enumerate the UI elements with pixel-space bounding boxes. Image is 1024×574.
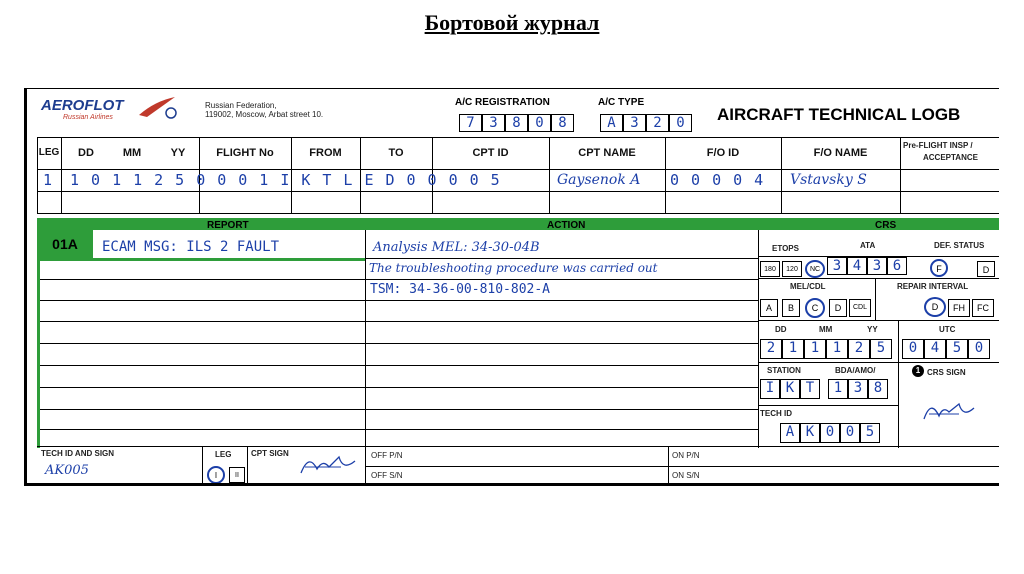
cpt-3: 0 bbox=[469, 171, 491, 189]
type-char: 2 bbox=[646, 114, 669, 132]
entry-number: 01A bbox=[40, 230, 90, 258]
action-label: ACTION bbox=[547, 220, 586, 231]
address-line-1: Russian Federation, bbox=[205, 101, 277, 110]
tech-id-char: K bbox=[800, 423, 820, 443]
crs-sign-label: CRS SIGN bbox=[927, 368, 966, 377]
logo-sub: Russian Airlines bbox=[63, 114, 113, 121]
off-pn-label: OFF P/N bbox=[371, 451, 403, 460]
crs-utc-label: UTC bbox=[939, 325, 956, 334]
address bbox=[205, 101, 323, 119]
repair-label: REPAIR INTERVAL bbox=[897, 282, 969, 291]
ata-digit: 4 bbox=[847, 257, 867, 275]
repair-d-selected: D bbox=[924, 297, 946, 317]
crs-yy-label: YY bbox=[867, 325, 878, 334]
fo-3: 0 bbox=[733, 171, 755, 189]
crs-signature-icon bbox=[919, 394, 979, 424]
tech-sign-label: TECH ID AND SIGN bbox=[41, 449, 115, 458]
cpt-1: 0 bbox=[427, 171, 449, 189]
crs-date-digit: 1 bbox=[782, 339, 804, 359]
action-line-3: TSM: 34-36-00-810-802-A bbox=[370, 282, 551, 297]
logo-brand: AEROFLOT bbox=[41, 97, 124, 114]
mel-b: B bbox=[782, 299, 800, 317]
mel-d: D bbox=[829, 299, 847, 317]
fo-name-value: Vstavsky S bbox=[790, 172, 867, 188]
to-0: L bbox=[343, 171, 365, 189]
type-char: 3 bbox=[623, 114, 646, 132]
report-text: ECAM MSG: ILS 2 FAULT bbox=[102, 239, 280, 255]
col-dd: DD bbox=[78, 147, 94, 159]
fn-1: 0 bbox=[217, 171, 239, 189]
bda-digit: 8 bbox=[868, 379, 888, 399]
on-sn-label: ON S/N bbox=[672, 471, 700, 480]
col-yy: YY bbox=[170, 147, 186, 159]
col-from: FROM bbox=[309, 147, 342, 159]
mm-0: 1 bbox=[112, 171, 134, 189]
tech-sign-value: AK005 bbox=[45, 463, 89, 478]
ata-digit: 6 bbox=[887, 257, 907, 275]
col-fo-name: F/O NAME bbox=[813, 147, 868, 159]
def-status-label: DEF. STATUS bbox=[934, 241, 985, 250]
crs-dd-label: DD bbox=[775, 325, 787, 334]
flight-values bbox=[70, 171, 512, 189]
crs-date-digit: 2 bbox=[848, 339, 870, 359]
report-label: REPORT bbox=[207, 220, 249, 231]
crs-date-digit: 2 bbox=[760, 339, 782, 359]
form-title: AIRCRAFT TECHNICAL LOGB bbox=[717, 105, 961, 124]
from-2: T bbox=[322, 171, 344, 189]
reg-digit: 7 bbox=[459, 114, 482, 132]
tech-id-char: 0 bbox=[820, 423, 840, 443]
crs-mm-label: MM bbox=[819, 325, 833, 334]
tech-id-char: 5 bbox=[860, 423, 880, 443]
fn-3: 1 bbox=[259, 171, 281, 189]
col-mm: MM bbox=[122, 147, 142, 159]
fo-id-value bbox=[670, 171, 775, 189]
cpt-signature-icon bbox=[297, 449, 359, 479]
footer-leg-ii: II bbox=[229, 467, 245, 483]
reg-digit: 3 bbox=[482, 114, 505, 132]
tech-id-char: 0 bbox=[840, 423, 860, 443]
cpt-sign-label: CPT SIGN bbox=[251, 449, 289, 458]
from-1: K bbox=[301, 171, 323, 189]
type-char: A bbox=[600, 114, 623, 132]
crs-label: CRS bbox=[875, 220, 897, 231]
cpt-name-value: Gaysenok A bbox=[557, 172, 641, 188]
action-line-2: The troubleshooting procedure was carried out bbox=[369, 261, 658, 275]
repair-fh: FH bbox=[948, 299, 970, 317]
col-fo-id: F/O ID bbox=[706, 147, 740, 159]
fn-0: 0 bbox=[196, 171, 218, 189]
crs-sign-marker: 1 bbox=[912, 365, 924, 377]
tech-log-form bbox=[24, 88, 999, 486]
mel-a: A bbox=[760, 299, 778, 317]
address-line-2: 119002, Moscow, Arbat street 10. bbox=[205, 110, 324, 119]
reg-digit: 0 bbox=[528, 114, 551, 132]
yy-1: 5 bbox=[175, 171, 197, 189]
repair-fc: FC bbox=[972, 299, 994, 317]
leg-value: 1 bbox=[43, 171, 53, 189]
cpt-2: 0 bbox=[448, 171, 470, 189]
bda-label: BDA/AMO/ bbox=[835, 366, 876, 375]
on-pn-label: ON P/N bbox=[672, 451, 700, 460]
col-cpt-name: CPT NAME bbox=[578, 147, 636, 159]
crs-utc-digit: 0 bbox=[968, 339, 990, 359]
col-to: TO bbox=[388, 147, 404, 159]
bda-digit: 1 bbox=[828, 379, 848, 399]
station-char: I bbox=[760, 379, 780, 399]
ac-type-label: A/C TYPE bbox=[598, 97, 645, 108]
action-line-1: Analysis MEL: 34-30-04B bbox=[373, 240, 540, 255]
crs-date-digit: 1 bbox=[826, 339, 848, 359]
station-char: K bbox=[780, 379, 800, 399]
reg-digit: 8 bbox=[505, 114, 528, 132]
footer-leg-i-selected: I bbox=[207, 466, 225, 484]
etops-label: ETOPS bbox=[772, 244, 799, 253]
cpt-0: 0 bbox=[406, 171, 428, 189]
col-acceptance: ACCEPTANCE bbox=[923, 153, 978, 162]
yy-0: 2 bbox=[154, 171, 176, 189]
bda-digit: 3 bbox=[848, 379, 868, 399]
tech-id-char: A bbox=[780, 423, 800, 443]
fn-2: 0 bbox=[238, 171, 260, 189]
dd-1: 0 bbox=[91, 171, 113, 189]
mm-1: 1 bbox=[133, 171, 155, 189]
footer-leg-label: LEG bbox=[215, 450, 232, 459]
col-cpt-id: CPT ID bbox=[472, 147, 509, 159]
fo-2: 0 bbox=[712, 171, 734, 189]
dd-0: 1 bbox=[70, 171, 92, 189]
crs-utc-digit: 0 bbox=[902, 339, 924, 359]
col-preflight: Pre-FLIGHT INSP / bbox=[903, 141, 973, 150]
ata-label: ATA bbox=[860, 241, 876, 250]
station-label: STATION bbox=[767, 366, 801, 375]
fo-4: 4 bbox=[754, 171, 776, 189]
etops-nc-selected: NC bbox=[805, 260, 825, 278]
from-0: I bbox=[280, 171, 302, 189]
col-leg: LEG bbox=[38, 147, 60, 158]
aeroflot-logo bbox=[41, 97, 124, 121]
mel-c-selected: C bbox=[805, 298, 825, 318]
def-status-f-selected: F bbox=[930, 259, 948, 277]
fo-1: 0 bbox=[691, 171, 713, 189]
wing-icon bbox=[137, 95, 177, 121]
ata-digit: 3 bbox=[867, 257, 887, 275]
registration-label: A/C REGISTRATION bbox=[455, 97, 550, 108]
mel-cdl: CDL bbox=[849, 299, 871, 317]
station-char: T bbox=[800, 379, 820, 399]
crs-date-digit: 1 bbox=[804, 339, 826, 359]
crs-date-digit: 5 bbox=[870, 339, 892, 359]
etops-120: 120 bbox=[782, 261, 802, 277]
type-char: 0 bbox=[669, 114, 692, 132]
ata-digit: 3 bbox=[827, 257, 847, 275]
page-title: Бортовой журнал bbox=[424, 10, 600, 35]
off-sn-label: OFF S/N bbox=[371, 471, 403, 480]
to-1: E bbox=[364, 171, 386, 189]
reg-digit: 8 bbox=[551, 114, 574, 132]
cpt-4: 5 bbox=[490, 171, 512, 189]
tech-id-label: TECH ID bbox=[760, 409, 792, 418]
def-status-d: D bbox=[977, 261, 995, 277]
etops-180: 180 bbox=[760, 261, 780, 277]
crs-utc-digit: 5 bbox=[946, 339, 968, 359]
crs-utc-digit: 4 bbox=[924, 339, 946, 359]
mel-label: MEL/CDL bbox=[790, 282, 826, 291]
fo-0: 0 bbox=[670, 171, 692, 189]
to-2: D bbox=[385, 171, 407, 189]
col-flight-no: FLIGHT No bbox=[216, 147, 274, 159]
